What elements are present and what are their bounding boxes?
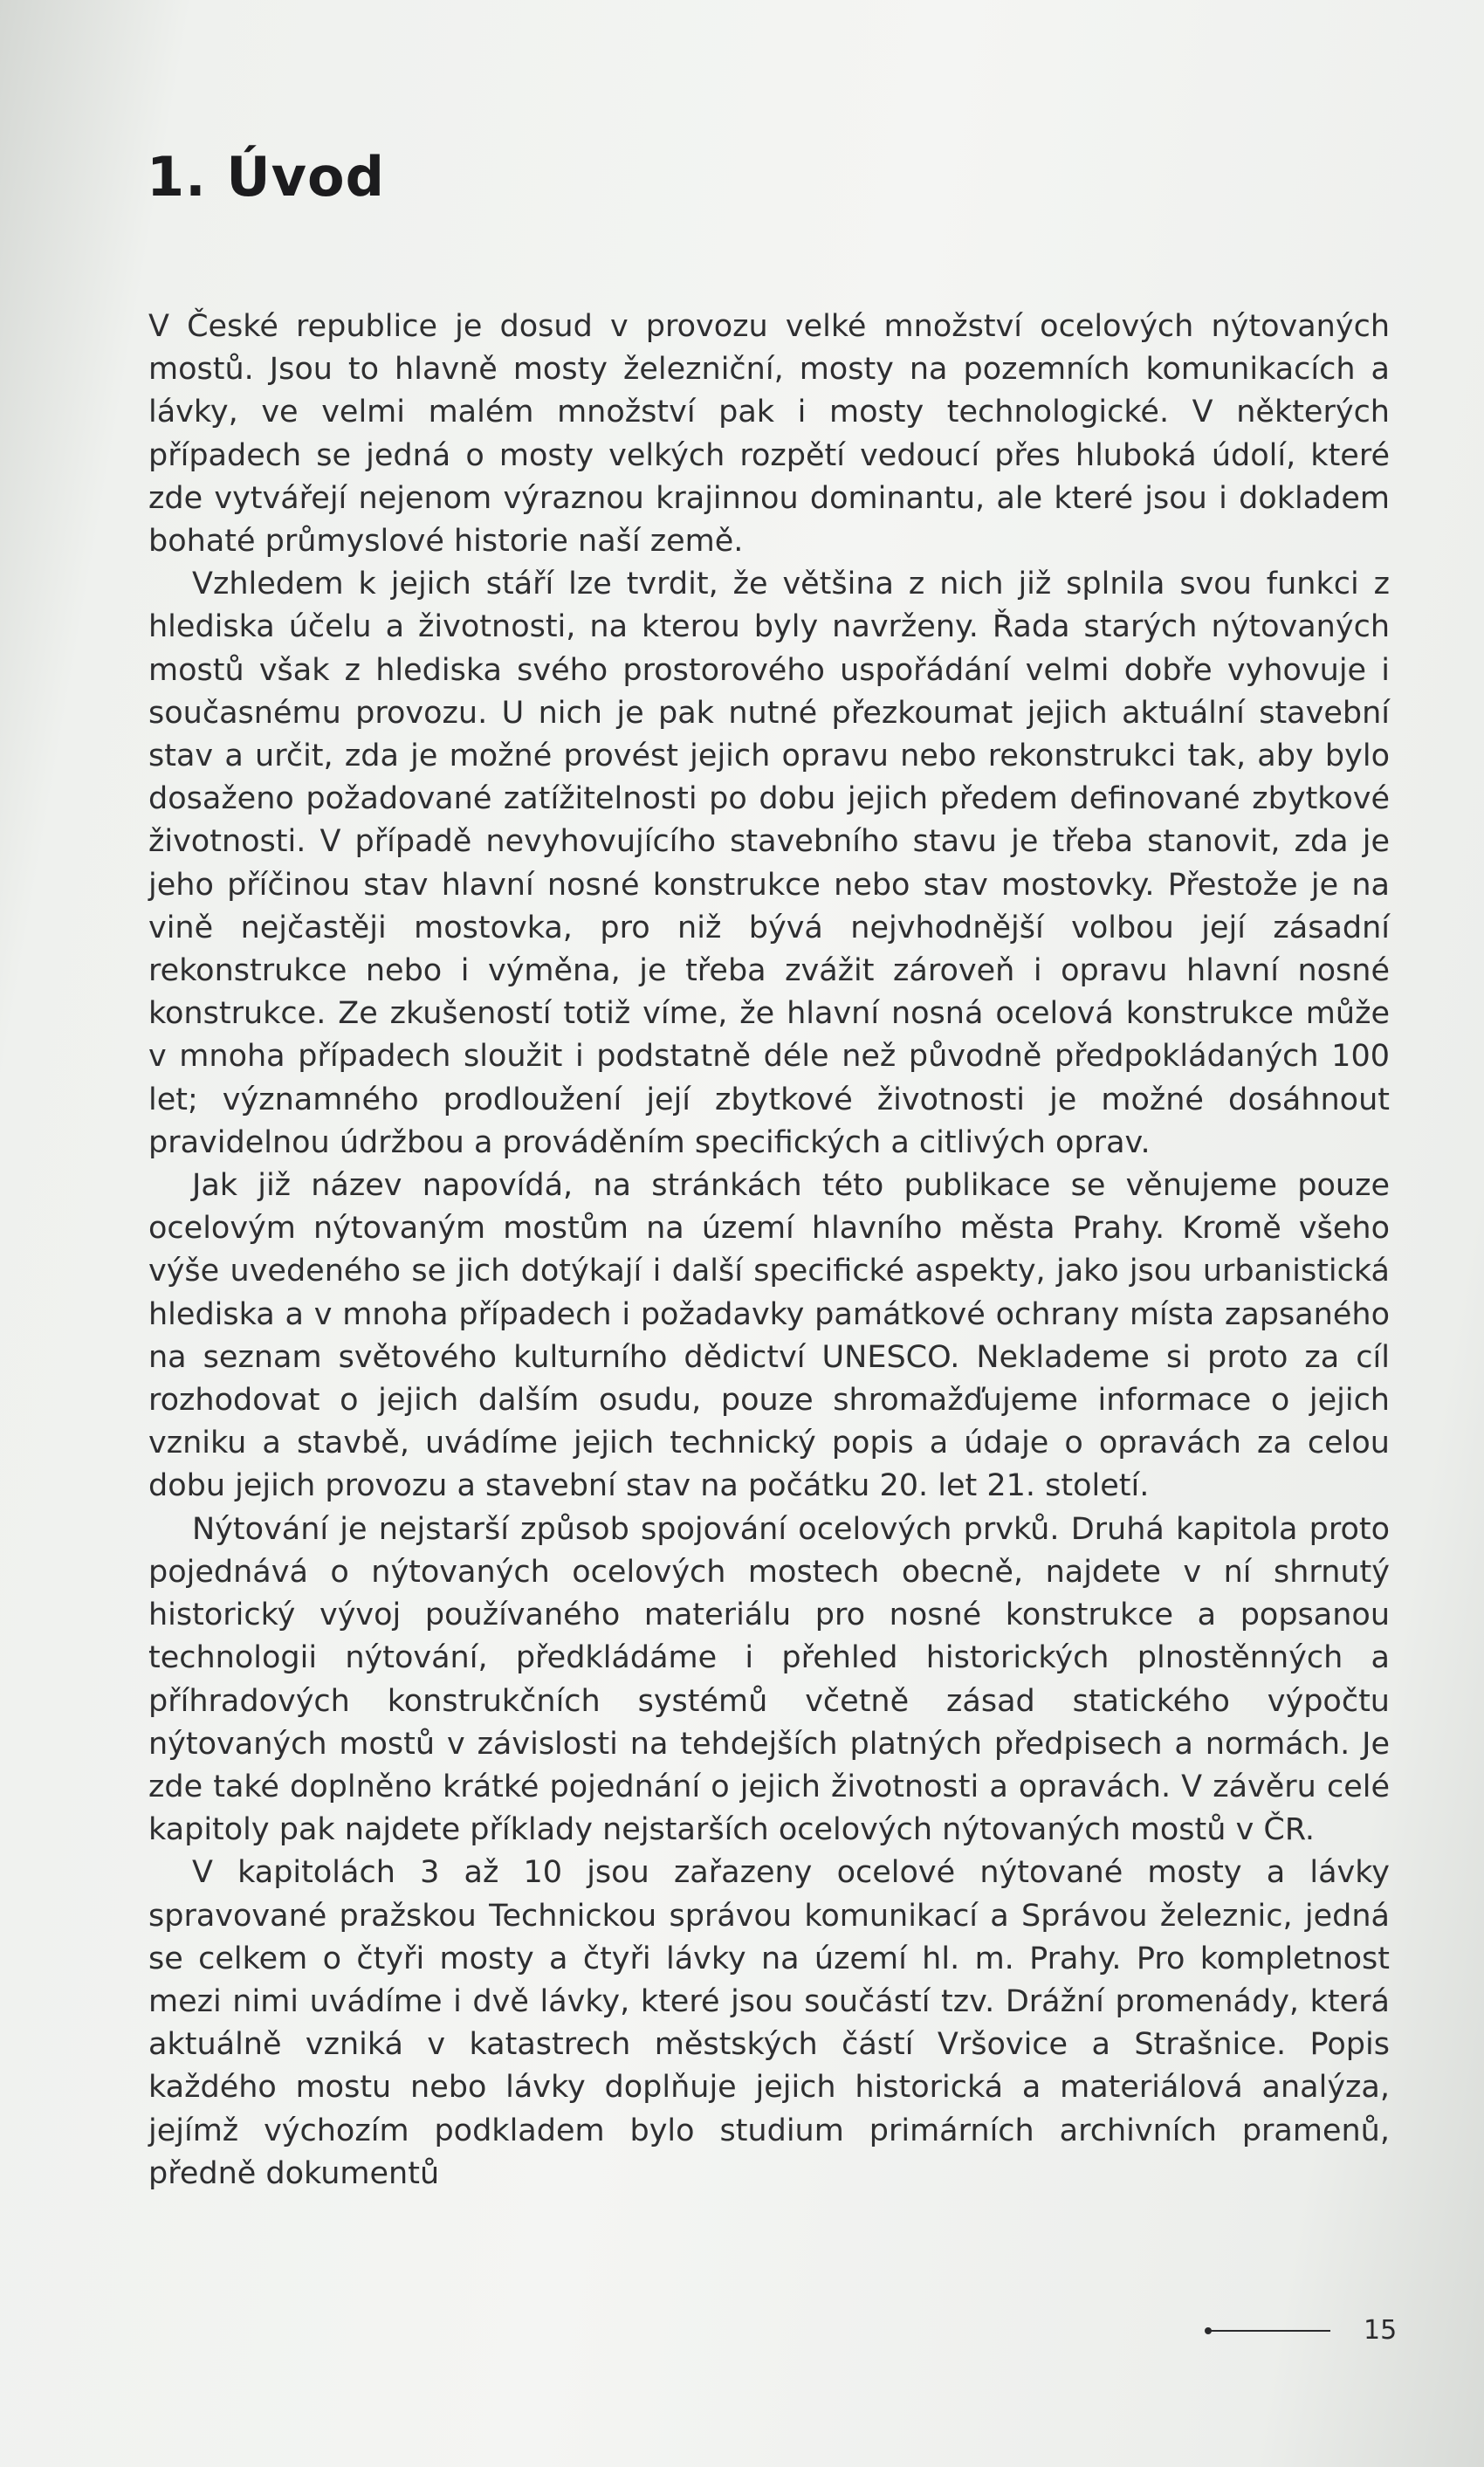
page-footer — [1205, 2313, 1405, 2348]
paragraph: V kapitolách 3 až 10 jsou zařazeny ocelové nýtované mosty a lávky spravované pražskou Technickou správou komunikací a Správou železnic, jedná se celkem o čtyři mosty a čtyři lávky na území hl. m. Prahy. Pro kompletnost mezi nimi uvádíme i dvě lávky, které jsou součástí tzv. Drážní promenády, která aktuálně vzniká v katastrech městských částí Vršovice a Strašnice. Popis každého mostu nebo lávky doplňuje jejich historická a materiálová analýza, jejímž výchozím podkladem bylo studium primárních archivních pramenů, předně dokumentů — [148, 1855, 1390, 2191]
paragraph: Vzhledem k jejich stáří lze tvrdit, že většina z nich již splnila svou funkci z hlediska účelu a životnosti, na kterou byly navrženy. Řada starých nýtovaných mostů však z hlediska svého prostorového uspořádání velmi dobře vyhovuje i současnému provozu. U nich je pak nutné přezkoumat jejich aktuální stavební stav a určit, zda je možné provést jejich opravu nebo rekonstrukci tak, aby bylo dosaženo požadované zatížitelnosti po dobu jejich předem definované zbytkové životnosti. V případě nevyhovujícího stavebního stavu je třeba stanovit, zda je jeho příčinou stav hlavní nosné konstrukce nebo stav mostovky. Přestože je na vině nejčastěji mostovka, pro niž bývá nejvhodnější volbou její zásadní rekonstrukce nebo i výměna, je třeba zvážit zároveň i opravu hlavní nosné konstrukce. Ze zkušeností totiž víme, že hlavní nosná ocelová konstrukce může v mnoha případech sloužit i podstatně déle než původně předpokládaných 100 let; významného prodloužení její zbytkové životnosti je možné dosáhnout pravidelnou údržbou a prováděním specifických a citlivých oprav. — [148, 567, 1390, 1160]
paragraph: V České republice je dosud v provozu velké množství ocelových nýtovaných mostů. Jsou to hlavně mosty železniční, mosty na pozemních komunikacích a lávky, ve velmi malém množství pak i mosty technologické. V některých případech se jedná o mosty velkých rozpětí vedoucí přes hluboká údolí, které zde vytvářejí nejenom výraznou krajinnou dominantu, ale které jsou i dokladem bohaté průmyslové historie naší země. — [148, 309, 1390, 560]
footer-rule-divider — [1210, 2330, 1330, 2332]
chapter-title: 1. Úvod — [147, 145, 386, 209]
paragraph: Jak již název napovídá, na stránkách této publikace se věnujeme pouze ocelovým nýtovaným mostům na území hlavního města Prahy. Kromě všeho výše uvedeného se jich dotýkají i další specifické aspekty, jako jsou urbanistická hlediska a v mnoha případech i požadavky památkové ochrany místa zapsaného na seznam světového kulturního dědictví UNESCO. Neklademe si proto za cíl rozhodovat o jejich dalším osudu, pouze shromažďujeme informace o jejich vzniku a stavbě, uvádíme jejich technický popis a údaje o opravách za celou dobu jejich provozu a stavební stav na počátku 20. let 21. století. — [148, 1168, 1390, 1504]
page-number: 15 — [1364, 2315, 1398, 2346]
paragraph: Nýtování je nejstarší způsob spojování ocelových prvků. Druhá kapitola proto pojednává o nýtovaných ocelových mostech obecně, najdete v ní shrnutý historický vývoj používaného materiálu pro nosné konstrukce a popsanou technologii nýtování, předkládáme i přehled historických plnostěnných a příhradových konstrukčních systémů včetně zásad statického výpočtu nýtovaných mostů v závislosti na tehdejších platných předpisech a normách. Je zde také doplněno krátké pojednání o jejich životnosti a opravách. V závěru celé kapitoly pak najdete příklady nejstarších ocelových nýtovaných mostů v ČR. — [148, 1511, 1390, 1848]
body-text — [148, 306, 1390, 2196]
